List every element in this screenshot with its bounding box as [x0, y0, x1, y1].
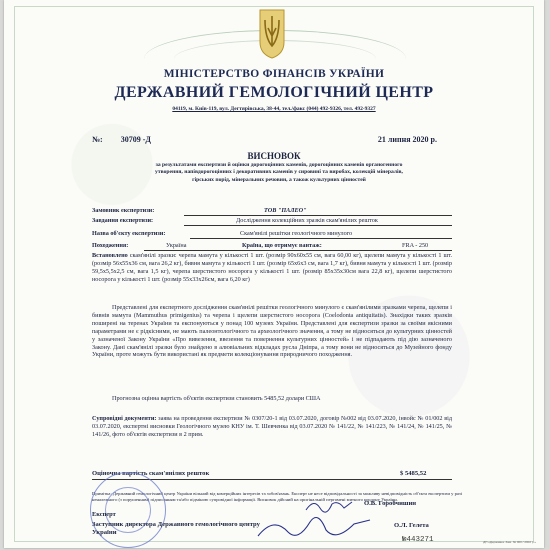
task-underline [184, 225, 452, 226]
object-label: Назва об'єкту експертизи: [92, 230, 166, 237]
customer-value: ТОВ "ПАЛЕО" [264, 207, 307, 214]
ministry-title: МІНІСТЕРСТВО ФІНАНСІВ УКРАЇНИ [163, 68, 385, 80]
body-paragraph: Представлені для експертного дослідження скам'янілі решітки геологічного минулого є скам'янілими зразками черепа, щелепи і бивнів мамута (Mammuthus primigenius) та черепа і щелепи шерстистого носорога (Coelodonta antiquitatis). Знахідки таких зразків поширені на теренах України та експонуються у понад 100 музеях України. Представлені для експертизи зразки за своїми якісними параметрами не є рідкісними, не мають палеонтологічного та археологічного значення, а тому не відносяться до культурних цінностей у зазначеної Закону України «Про вивезення, ввезення та повернення культурних цінностей» і не підпадають під дію зазначеного Закону. Дані скам'янілі зразки було знайдено в алювіальних відкладах русла Дніпра, а тому вони не відносяться до Музейного фонду України, проте можуть бути використані як предмети колекціонування природничого походження. [92, 304, 452, 359]
valuation-paragraph: Прогнозна оцінна вартість об'єктів експертизи становить 5485,52 долари США [112, 395, 321, 402]
document-date: 21 липня 2020 р. [377, 135, 437, 144]
document-number-row [92, 135, 151, 144]
object-underline [190, 238, 452, 239]
established-label: Встановлено [92, 252, 128, 259]
country-label: Країна, що отримує вантаж: [242, 242, 322, 249]
customer-label: Замовник експертизи: [92, 207, 155, 214]
document-name: ВИСНОВОК [247, 151, 301, 161]
note-text: Примітка: Державний гемологічний центр України вільний від комерційних інтересів та зобов'язань. Експерт не несе відповідальності за можливу невідповідність об'єкта експертизи у разі неналежного (з порушенням) підписанням та/або підміною супровідної інформації. Висновок дійсний на оригінальній пергамені митного кордону України. [92, 491, 462, 502]
deputy-name: О.Л. Гелета [394, 522, 429, 529]
task-label: Завдання експертизи: [92, 217, 154, 224]
origin-value: Україна [166, 242, 187, 249]
document-subtitle: за результатами експертизи й оцінки дорогоцінних каменів, дорогоцінних каменів органогенного утворення, напівдорогоцінних і декоративних каменів у сировині та виробах, колекцій мінералів, гірських порід, мінеральних речовин, а також культурних цінностей [155, 162, 403, 183]
serial-number: №443271 [402, 536, 434, 544]
customer-underline [184, 215, 452, 216]
trident-emblem-icon [257, 6, 287, 60]
established-paragraph [92, 252, 452, 284]
total-label: Оціночна вартість скам'янілих решток [92, 470, 210, 477]
expert-label: Експерт [92, 511, 116, 518]
address-line: 04119, м. Київ-119, вул. Дегтярівська, 38-44, тел./факс (044) 492-9326, тел. 492-9327 [172, 106, 376, 112]
document-number: 30709 -Д [120, 135, 151, 144]
number-label: №: [92, 135, 103, 144]
deputy-label: Заступник директора Державного гемологічного центру України [92, 521, 260, 536]
country-value: FRA - 250 [402, 242, 429, 249]
total-value: $ 5485,52 [400, 470, 427, 477]
documents-label: Супровідні документи: [92, 415, 157, 422]
origin-label: Походження: [92, 242, 129, 249]
established-text: скам'янілі зразки: черепа мамута у кількості 1 шт. (розмір 90х60х55 см, вага 60,00 кг), щелепи мамута у кількості 1 шт. (розмір 56х55х36 см, вага 26,2 кг), бивня мамута у кількості 1 шт. (розмір 65х6х3 см, вага 1,7 кг), бивня мамута у кількості 1 шт. (розмір 59,5х5,5х2,5 см, вага 1,5 кг), черепа шерстистого носорога у кількості 1 шт. (розмір 85х35х30см вага 22,8 кг), щелепи шерстистого носорога у кількості 1 шт. (розмір 55х33х26см, вага 6,20 кг) [92, 252, 452, 283]
certificate-sheet [4, 0, 544, 548]
task-value: Дослідження колекційних зразків скам'янілих решток [236, 217, 378, 224]
expert-name: О.В. Горобчишин [364, 500, 417, 507]
object-value: Скам'янілі решітки геологічного минулого [240, 230, 353, 237]
documents-text: заява на проведення експертизи № 0307/20-1 від 03.07.2020, договір №002 від 03.07.2020, інвойс № 01/002 від 03.07.2020, експертні висновки Геологічного музею КНУ ім. Т. Шевченка від 03.07.2020 № 141/22, № 141/223, № 141/24, № 141/25, № 141/26, фото об'єктів експертизи в 2 прим. [92, 415, 452, 438]
center-title: ДЕРЖАВНИЙ ГЕМОЛОГІЧНИЙ ЦЕНТР [114, 84, 434, 101]
print-footer: ДП «Державна. Зам. № 000 / 2002 р.» [483, 540, 536, 544]
documents-paragraph [92, 415, 452, 439]
deputy-signature [254, 512, 374, 542]
origin-underline [144, 250, 452, 251]
